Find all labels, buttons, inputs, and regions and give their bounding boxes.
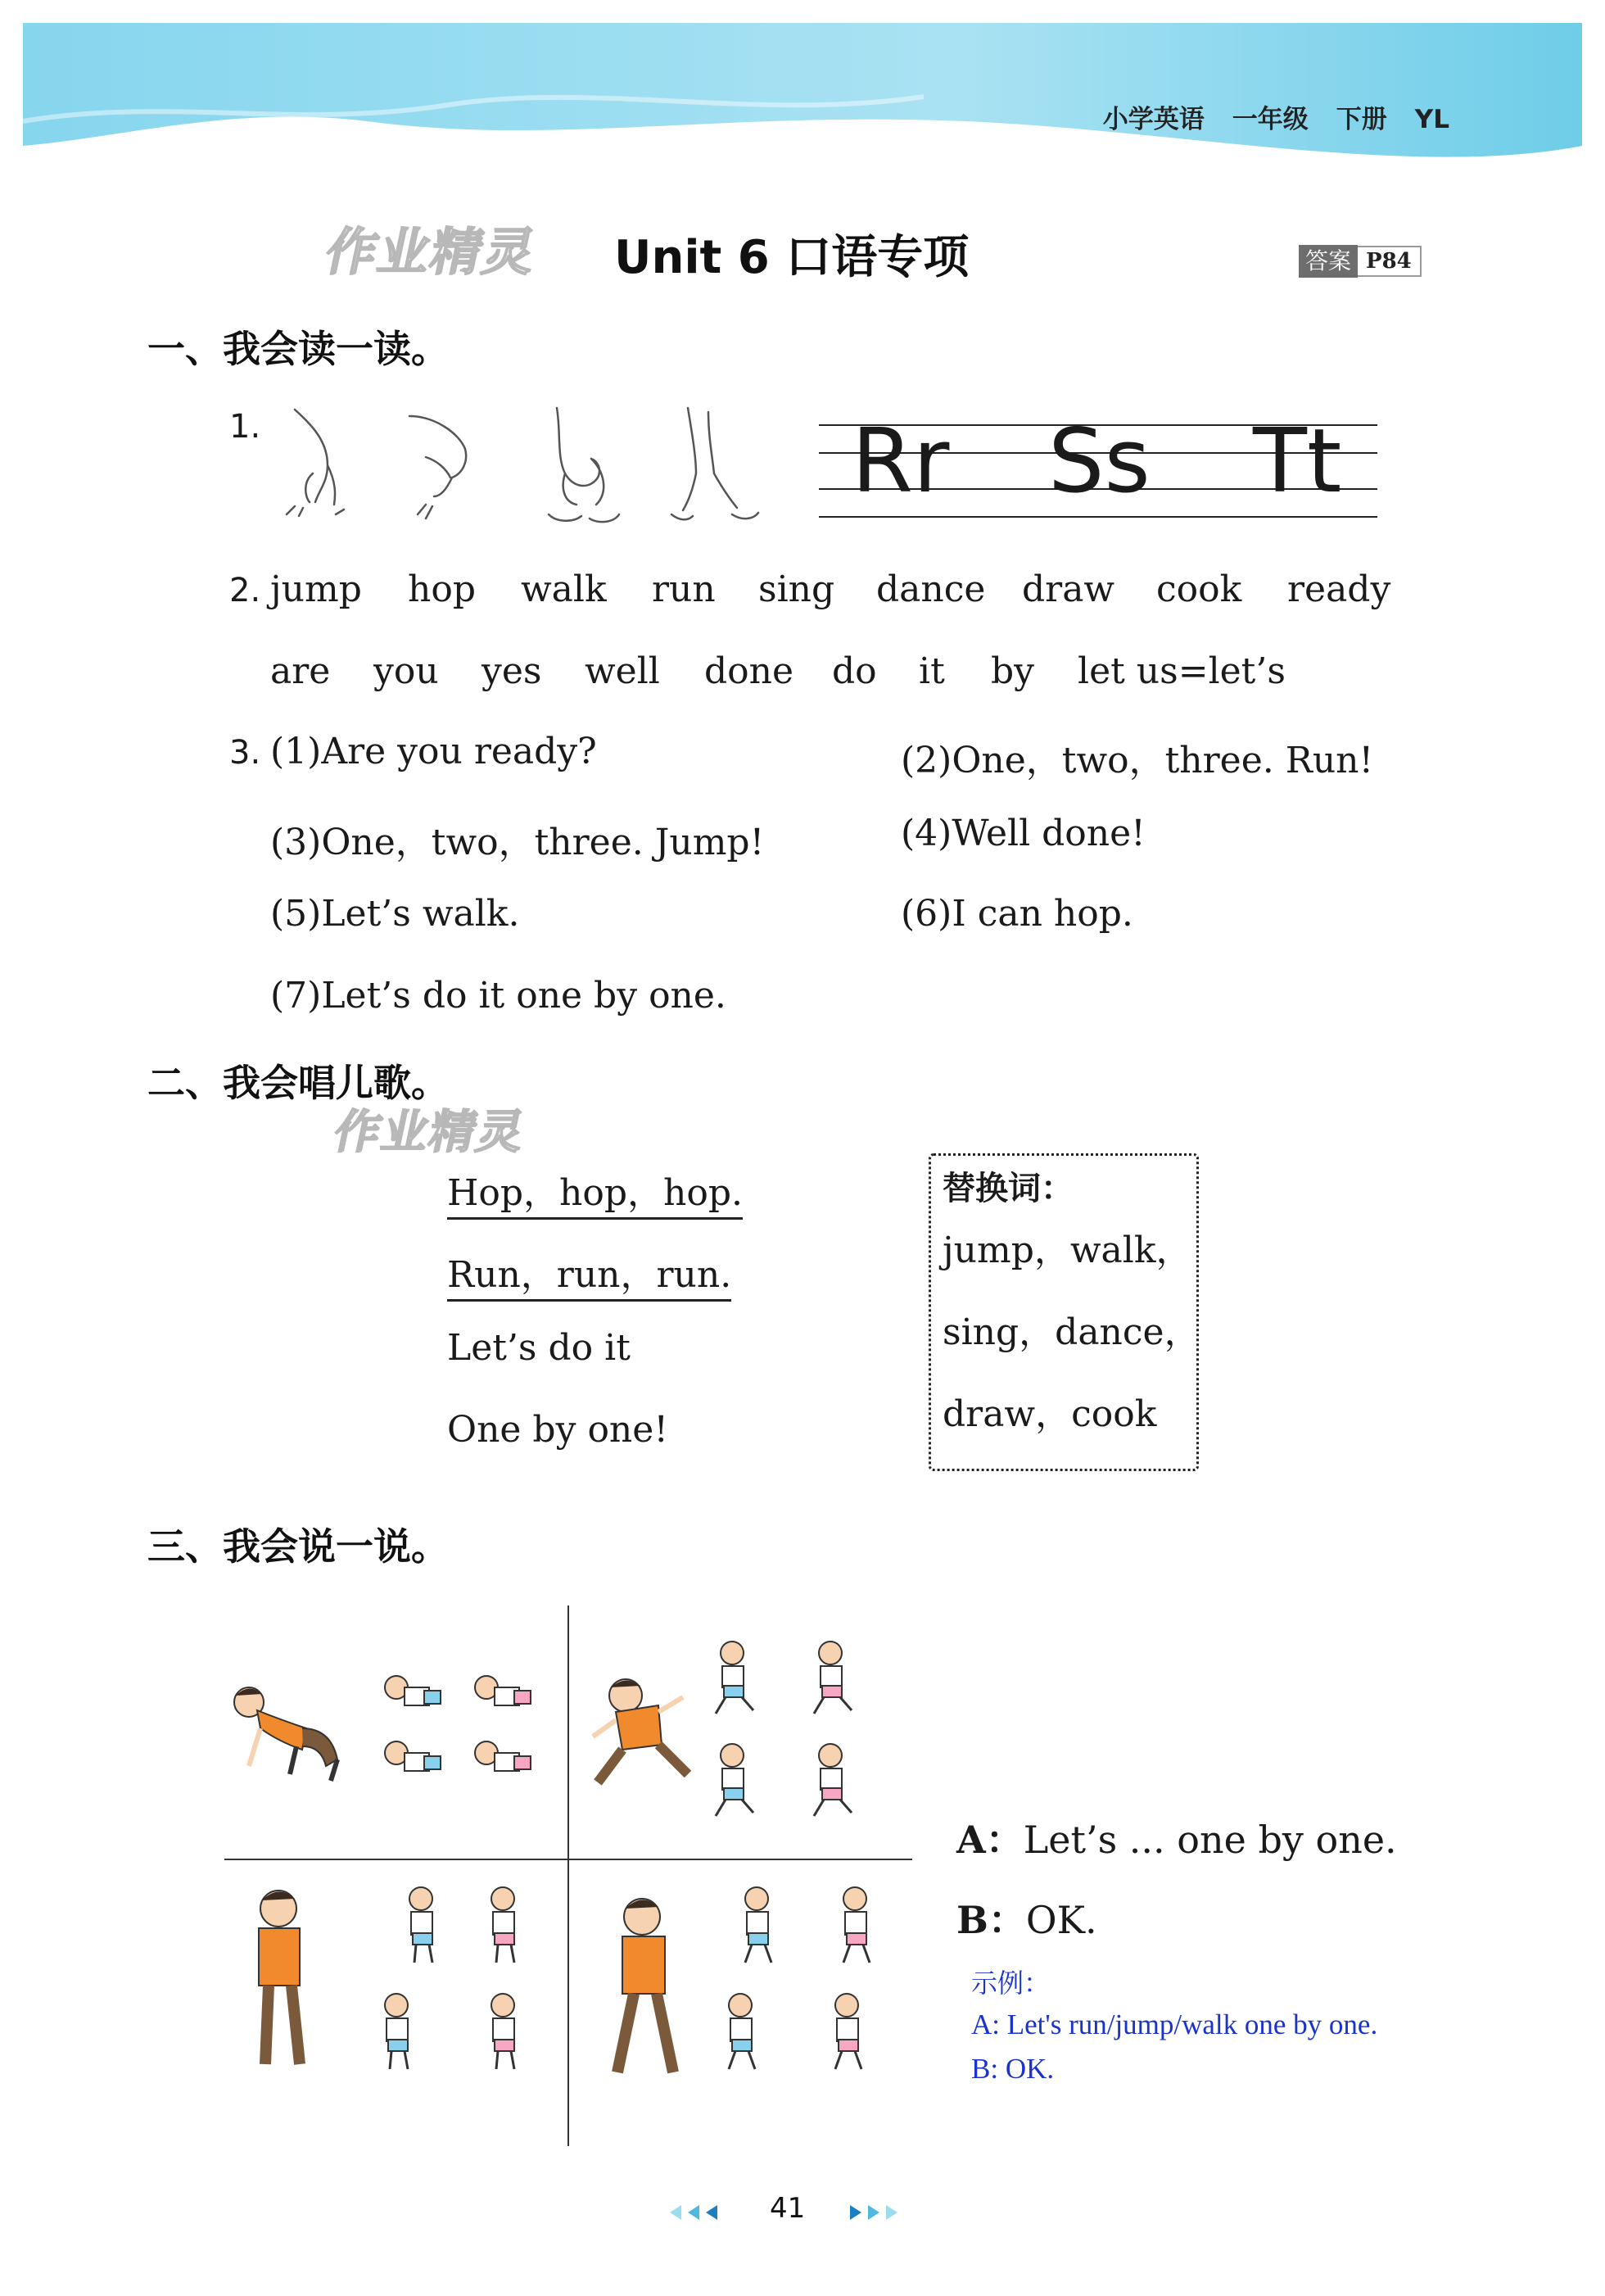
example-label: 示例： <box>971 1968 1051 1999</box>
chant-line-1 <box>447 1163 743 1216</box>
page-number: 41 <box>770 2192 806 2225</box>
children-hopping-illustration <box>234 1676 531 1781</box>
chant-line-2-text: Run，run，run. <box>447 1254 731 1302</box>
page-footer <box>655 2192 950 2233</box>
section2-heading: 二、我会唱儿歌。 <box>147 1061 449 1105</box>
word: by <box>991 650 1035 692</box>
header-meta <box>1075 98 1449 135</box>
chant-line-1-text: Hop，hop，hop. <box>447 1172 743 1220</box>
answer-badge-label: 答案 <box>1299 245 1358 278</box>
replacement-words-line: jump，walk， <box>943 1230 1192 1271</box>
word: you <box>373 650 439 692</box>
letter-writing-lines <box>819 410 1377 523</box>
letter-tt: Tt <box>1253 410 1342 513</box>
sentence-7: (7)Let’s do it one by one. <box>270 975 726 1017</box>
header-subject: 小学英语 <box>1102 105 1205 134</box>
header-edition: YL <box>1414 105 1449 134</box>
sentence-4: (4)Well done! <box>901 813 1146 854</box>
chant-line-4: One by one! <box>447 1409 668 1451</box>
word: done <box>704 650 794 692</box>
finger-hop-icon <box>409 416 466 519</box>
letter-ss: Ss <box>1048 410 1151 513</box>
sentence-5: (5)Let’s walk. <box>270 893 520 935</box>
item1-number: 1. <box>229 408 261 446</box>
section1-heading: 一、我会读一读。 <box>147 327 449 371</box>
word: walk <box>521 568 607 610</box>
replacement-words-line: sing，dance， <box>943 1311 1200 1353</box>
letter-rr: Rr <box>852 410 950 513</box>
word: do <box>832 650 877 692</box>
header-grade: 一年级 <box>1232 105 1309 134</box>
header-volume: 下册 <box>1336 105 1387 134</box>
section3-heading: 三、我会说一说。 <box>147 1524 449 1569</box>
word: cook <box>1156 568 1242 610</box>
chant-line-3: Let’s do it <box>447 1327 631 1369</box>
sentence-2: (2)One，two，three. Run! <box>901 740 1374 781</box>
chant-line-2 <box>447 1245 731 1297</box>
children-walking-illustration <box>617 1887 870 2072</box>
gesture-illustrations <box>270 400 794 531</box>
word: dance <box>876 568 986 610</box>
word: yes <box>482 650 542 692</box>
word: are <box>270 650 331 692</box>
dialogue-a-label: A： <box>956 1818 1024 1862</box>
answer-badge-page: P84 <box>1358 246 1422 277</box>
word: ready <box>1287 568 1391 610</box>
replacement-words-line: draw，cook <box>943 1393 1157 1435</box>
children-running-illustration <box>593 1642 852 1816</box>
word: it <box>919 650 945 692</box>
page-title: Unit 6 口语专项 <box>614 231 970 284</box>
replacement-words-box <box>929 1153 1199 1471</box>
dialogue-b-label: B： <box>956 1898 1026 1942</box>
dialogue-line-b <box>956 1891 1097 1945</box>
children-jumping-illustration <box>259 1887 514 2069</box>
finger-jump-icon <box>549 408 619 522</box>
word: hop <box>408 568 476 610</box>
activity-picture-grid <box>224 1605 912 2146</box>
dialogue-b-text: OK. <box>1025 1898 1097 1942</box>
watermark-top: 作业精灵 <box>320 222 543 282</box>
finger-walk-icon <box>287 410 344 516</box>
replacement-words-title: 替换词： <box>943 1170 1074 1207</box>
next-arrows-icon <box>837 2202 902 2223</box>
word: let us=let’s <box>1078 650 1286 692</box>
sentence-1: (1)Are you ready? <box>270 731 597 772</box>
word: well <box>585 650 660 692</box>
word: jump <box>270 568 362 610</box>
word: run <box>652 568 716 610</box>
prev-arrows-icon <box>665 2202 730 2223</box>
sentence-6: (6)I can hop. <box>901 893 1133 935</box>
finger-run-icon <box>671 408 758 519</box>
dialogue-a-text: Let’s ... one by one. <box>1023 1818 1397 1862</box>
answer-badge[interactable] <box>1299 244 1422 279</box>
sentence-3: (3)One，two，three. Jump! <box>270 822 765 863</box>
item2-number: 2. <box>229 572 261 609</box>
dialogue-line-a <box>956 1810 1397 1864</box>
example-line-a: A: Let's run/jump/walk one by one. <box>971 2008 1378 2040</box>
word: sing <box>758 568 835 610</box>
word: draw <box>1022 568 1115 610</box>
example-line-b: B: OK. <box>971 2053 1055 2085</box>
item3-number: 3. <box>229 734 261 772</box>
watermark-middle: 作业精灵 <box>329 1106 531 1159</box>
